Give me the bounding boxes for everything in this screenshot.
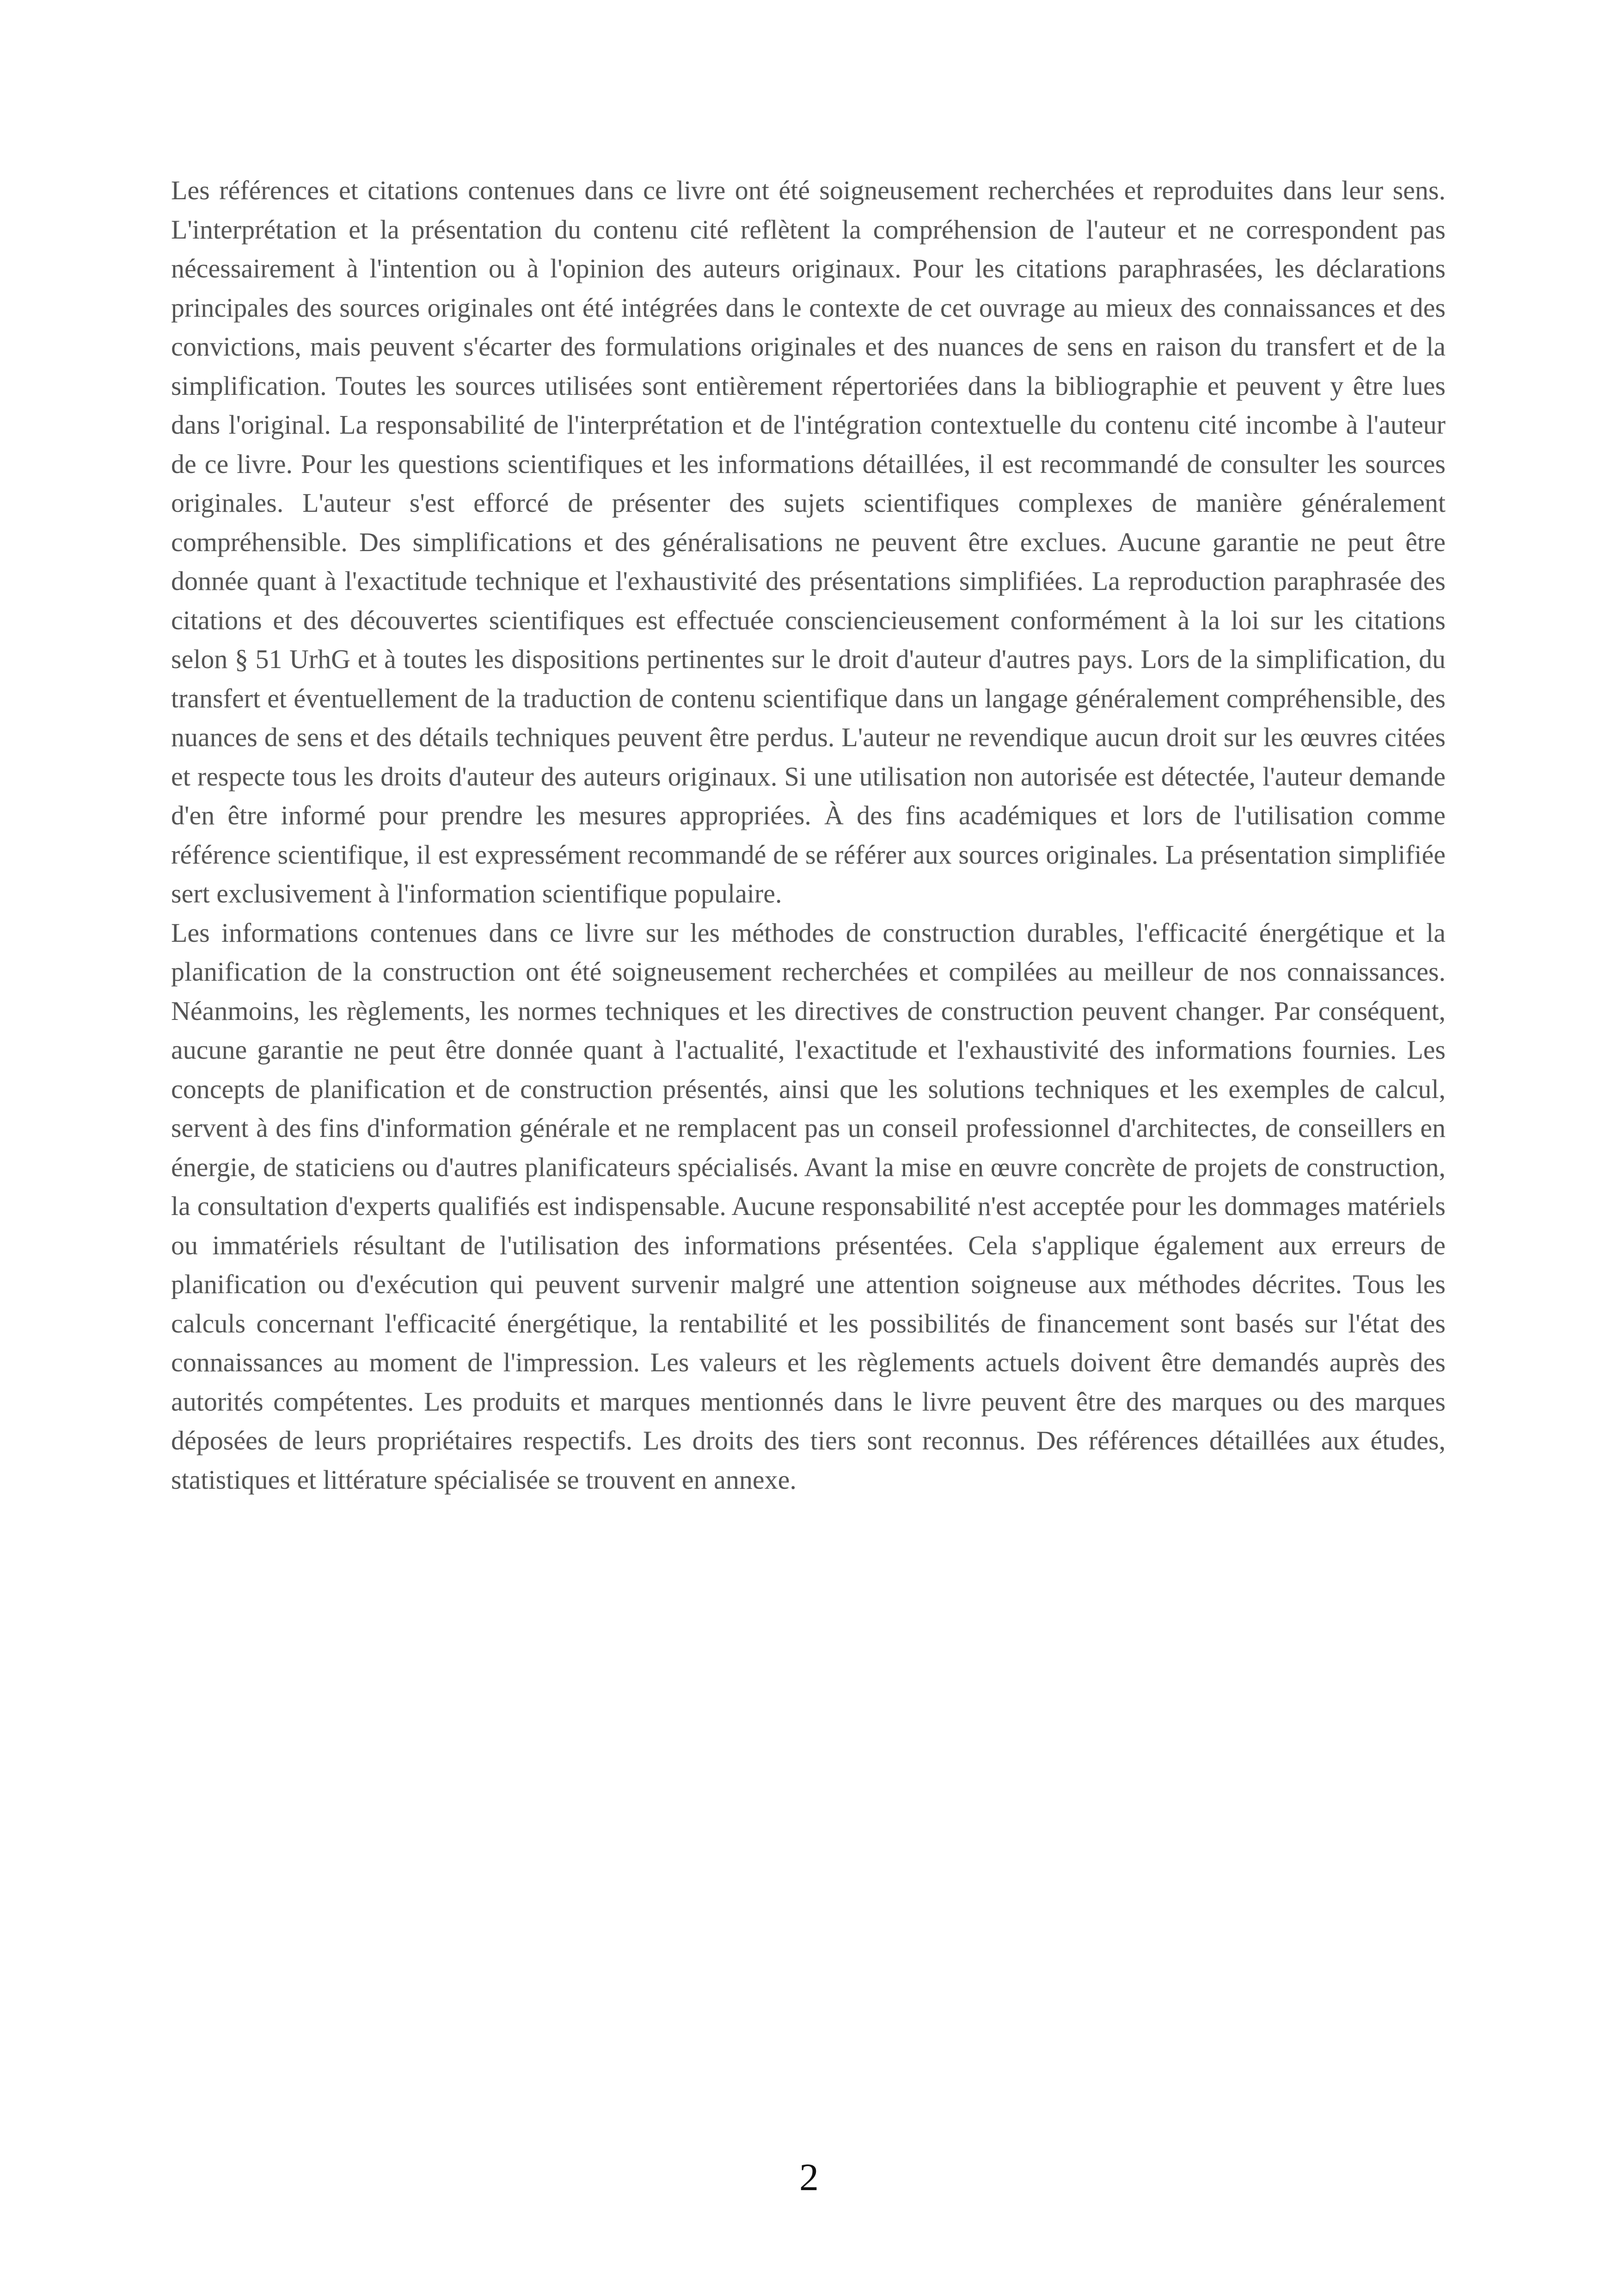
body-text	[171, 171, 1446, 1499]
paragraph-references-disclaimer: Les références et citations contenues dans ce livre ont été soigneusement recherchées et reproduites dans leur sens. L'interprétation et la présentation du contenu cité reflètent la compréhension de l'auteur et ne correspondent pas nécessairement à l'intention ou à l'opinion des auteurs originaux. Pour les citations paraphrasées, les déclarations principales des sources originales ont été intégrées dans le contexte de cet ouvrage au mieux des connaissances et des convictions, mais peuvent s'écarter des formulations originales et des nuances de sens en raison du transfert et de la simplification. Toutes les sources utilisées sont entièrement répertoriées dans la bibliographie et peuvent y être lues dans l'original. La responsabilité de l'interprétation et de l'intégration contextuelle du contenu cité incombe à l'auteur de ce livre. Pour les questions scientifiques et les informations détaillées, il est recommandé de consulter les sources originales. L'auteur s'est efforcé de présenter des sujets scientifiques complexes de manière généralement compréhensible. Des simplifications et des généralisations ne peuvent être exclues. Aucune garantie ne peut être donnée quant à l'exactitude technique et l'exhaustivité des présentations simplifiées. La reproduction paraphrasée des citations et des découvertes scientifiques est effectuée consciencieusement conformément à la loi sur les citations selon § 51 UrhG et à toutes les dispositions pertinentes sur le droit d'auteur d'autres pays. Lors de la simplification, du transfert et éventuellement de la traduction de contenu scientifique dans un langage généralement compréhensible, des nuances de sens et des détails techniques peuvent être perdus. L'auteur ne revendique aucun droit sur les œuvres citées et respecte tous les droits d'auteur des auteurs originaux. Si une utilisation non autorisée est détectée, l'auteur demande d'en être informé pour prendre les mesures appropriées. À des fins académiques et lors de l'utilisation comme référence scientifique, il est expressément recommandé de se référer aux sources originales. La présentation simplifiée sert exclusivement à l'information scientifique populaire.	[171, 175, 1446, 909]
paragraph-construction-disclaimer: Les informations contenues dans ce livre sur les méthodes de construction durables, l'efficacité énergétique et la planification de la construction ont été soigneusement recherchées et compilées au meilleur de nos connaissances. Néanmoins, les règlements, les normes techniques et les directives de construction peuvent changer. Par conséquent, aucune garantie ne peut être donnée quant à l'actualité, l'exactitude et l'exhaustivité des informations fournies. Les concepts de planification et de construction présentés, ainsi que les solutions techniques et les exemples de calcul, servent à des fins d'information générale et ne remplacent pas un conseil professionnel d'architectes, de conseillers en énergie, de staticiens ou d'autres planificateurs spécialisés. Avant la mise en œuvre concrète de projets de construction, la consultation d'experts qualifiés est indispensable. Aucune responsabilité n'est acceptée pour les dommages matériels ou immatériels résultant de l'utilisation des informations présentées. Cela s'applique également aux erreurs de planification ou d'exécution qui peuvent survenir malgré une attention soigneuse aux méthodes décrites. Tous les calculs concernant l'efficacité énergétique, la rentabilité et les possibilités de financement sont basés sur l'état des connaissances au moment de l'impression. Les valeurs et les règlements actuels doivent être demandés auprès des autorités compétentes. Les produits et marques mentionnés dans le livre peuvent être des marques ou des marques déposées de leurs propriétaires respectifs. Les droits des tiers sont reconnus. Des références détaillées aux études, statistiques et littérature spécialisée se trouvent en annexe.	[171, 917, 1446, 1495]
page-number: 2	[799, 2156, 819, 2199]
